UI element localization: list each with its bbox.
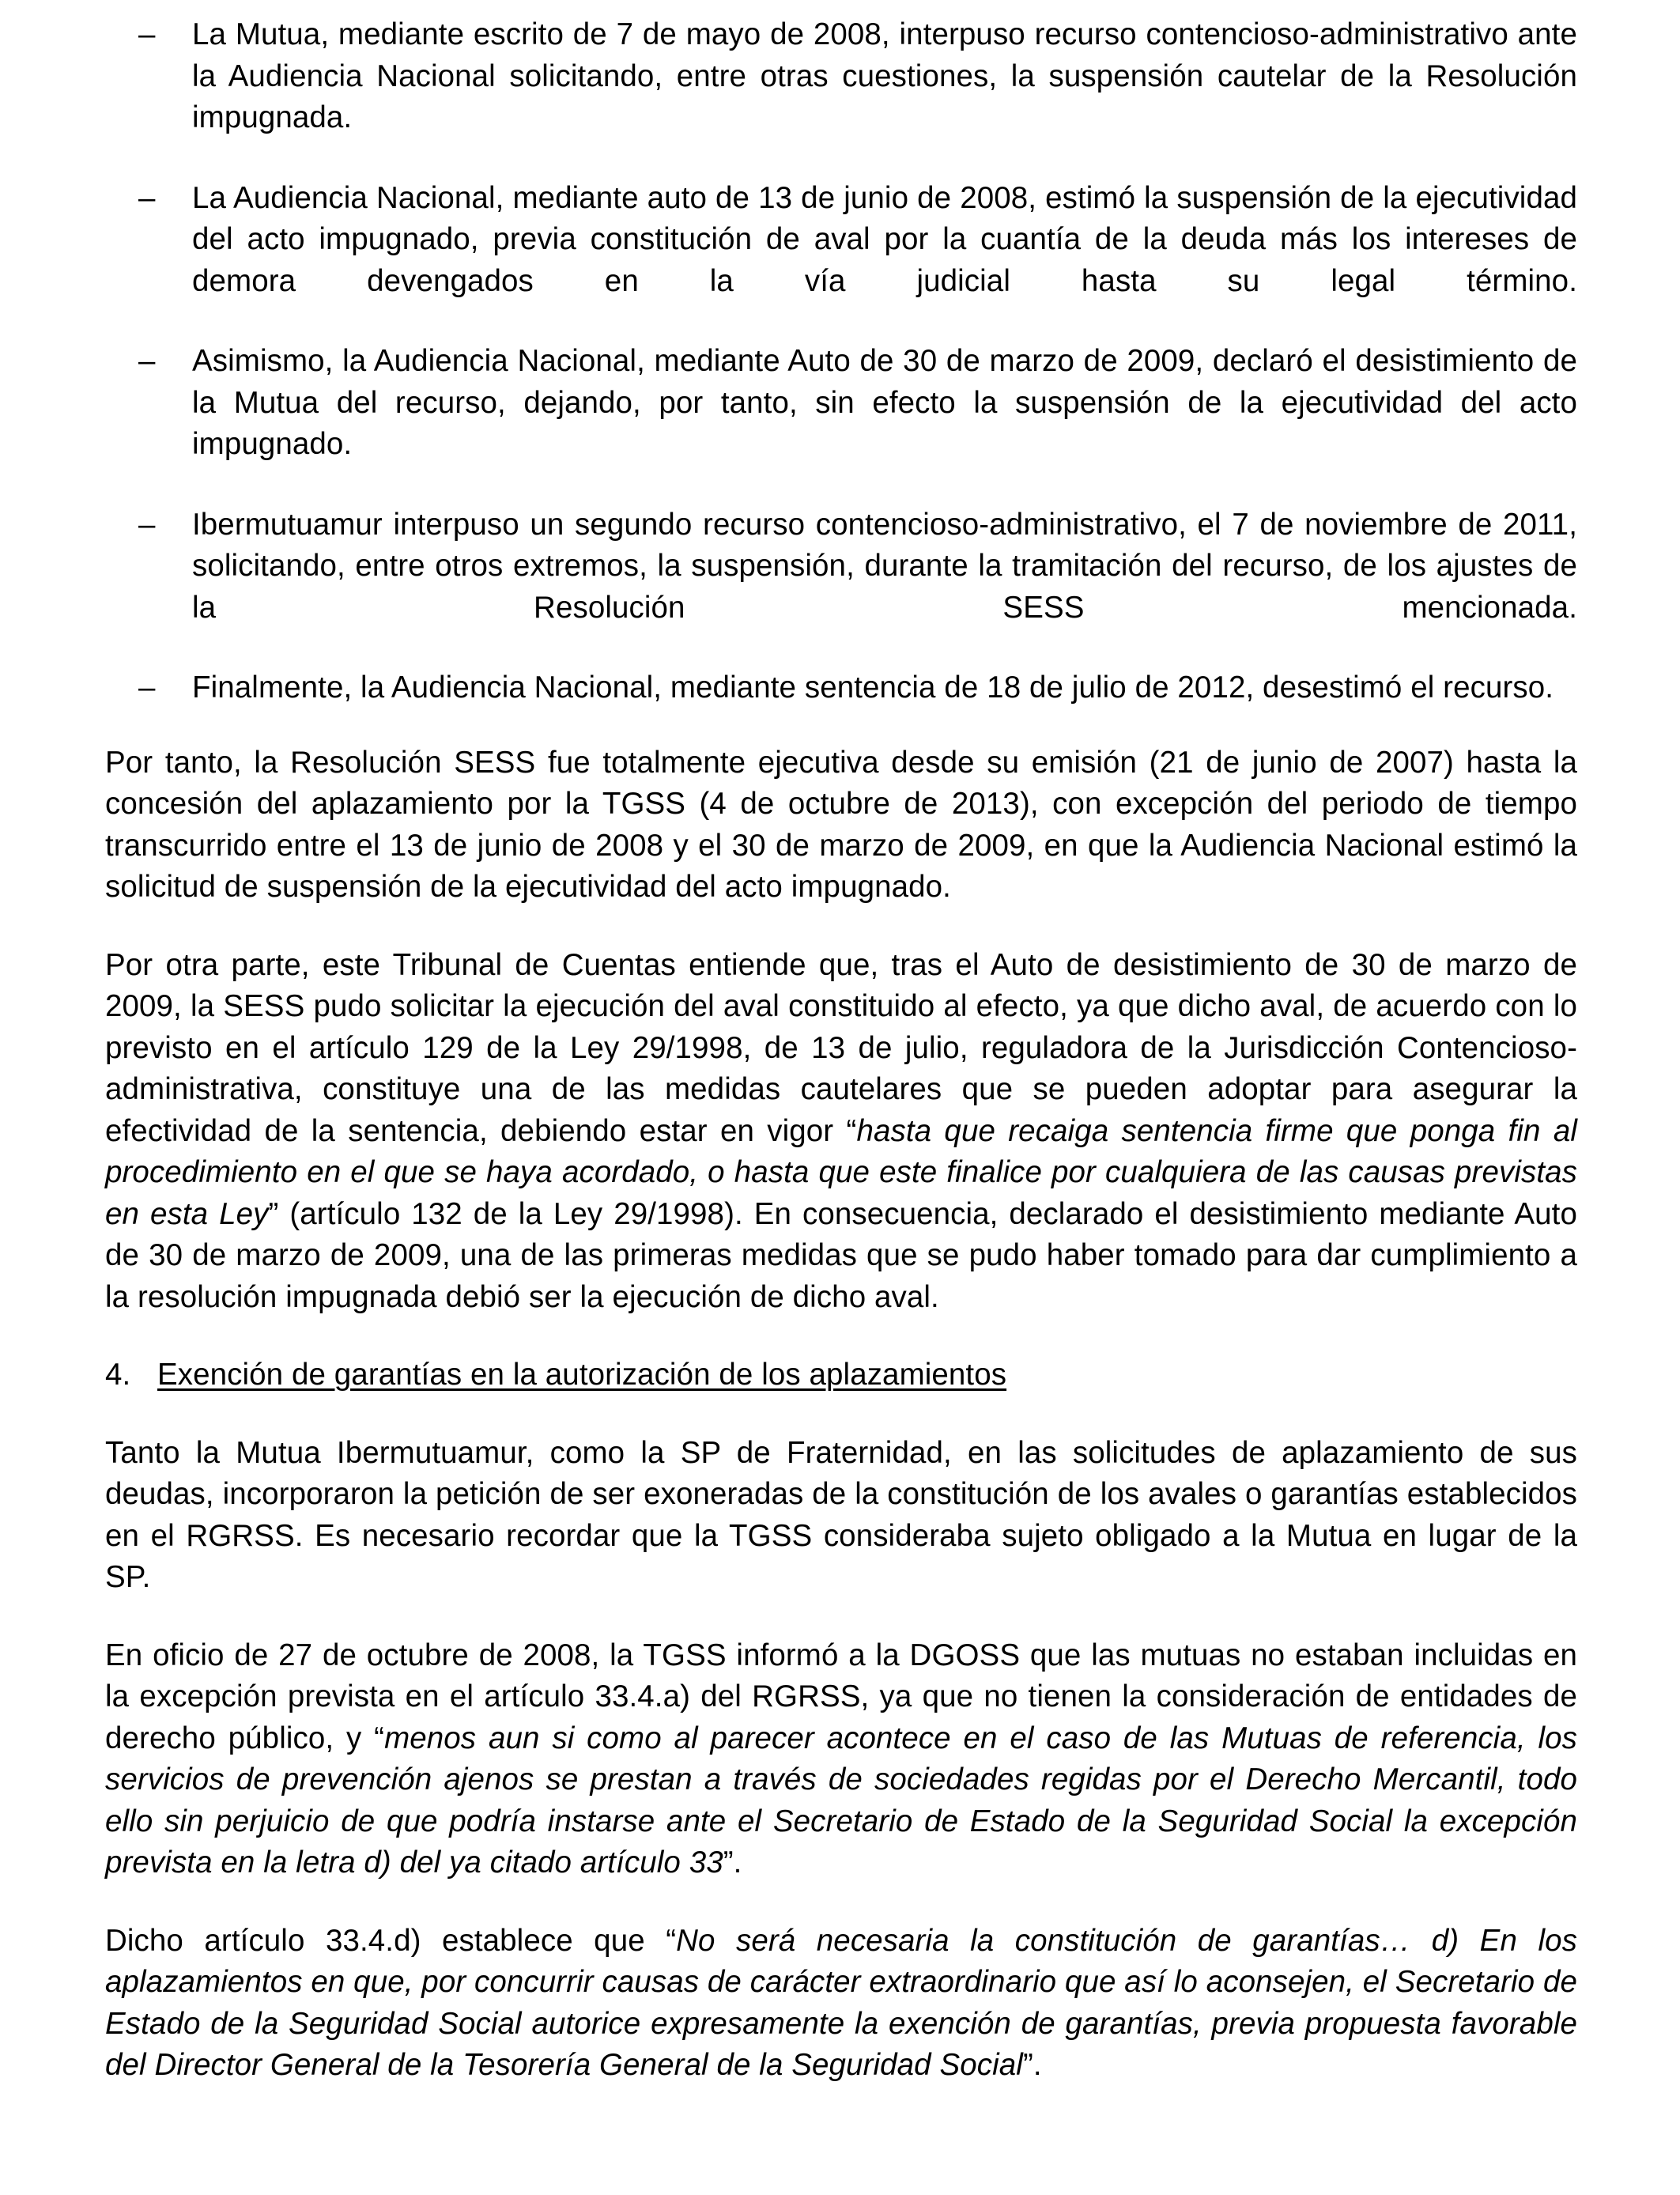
dash-bullet-icon: – [138, 507, 156, 542]
bullet-item-text: Finalmente, la Audiencia Nacional, mediante sentencia de 18 de julio de 2012, desestimó el recurso. [192, 671, 1554, 705]
quoted-article-text: No será necesaria la constitución de garantías… d) En los aplazamientos en que, por concurrir causas de carácter extraordinario que así lo aconsejen, el Secretario de Estado de la Seguridad Social autorice expresamente la exención de garantías, previa propuesta favorable del Director General de la Tesorería General de la Seguridad Social [105, 1923, 1577, 2082]
bullet-item-text: Ibermutuamur interpuso un segundo recurso contencioso-administrativo, el 7 de noviembre de 2011, solicitando, entre otros extremos, la suspensión, durante la tramitación del recurso, de los ajustes de la Resolución SESS mencionada. [192, 507, 1577, 625]
dash-bullet-icon: – [138, 180, 156, 215]
paragraph-text-tail: ”. [1022, 2048, 1042, 2082]
dash-bullet-icon: – [138, 344, 156, 378]
paragraph-text-lead: En oficio de 27 de octubre de 2008, la TGSS informó a la DGOSS que las mutuas no estaban incluidas en la excepción prevista en el artículo 33.4.a) del RGRSS, ya que no tienen la consideración de entidades de derecho público, y “ [105, 1638, 1577, 1755]
document-body [105, 14, 1577, 2087]
paragraph-en-oficio [105, 1635, 1577, 1884]
bullet-item-text: Asimismo, la Audiencia Nacional, mediante Auto de 30 de marzo de 2009, declaró el desistimiento de la Mutua del recurso, dejando, por tanto, sin efecto la suspensión de la ejecutividad del acto impugnado. [192, 344, 1577, 461]
bullet-list [105, 14, 1577, 709]
paragraph-text-lead: Por otra parte, este Tribunal de Cuentas entiende que, tras el Auto de desistimiento de 30 de marzo de 2009, la SESS pudo solicitar la ejecución del aval constituido al efecto, ya que dicho aval, de acuerdo con lo previsto en el artículo 129 de la Ley 29/1998, de 13 de julio, reguladora de la Jurisdicción Contencioso-administrativa, constituye una de las medidas cautelares que se pueden adoptar para asegurar la efectividad de la sentencia, debiendo estar en vigor “ [105, 947, 1577, 1148]
paragraph-por-tanto: Por tanto, la Resolución SESS fue totalmente ejecutiva desde su emisión (21 de junio de 2007) hasta la concesión del aplazamiento por la TGSS (4 de octubre de 2013), con excepción del periodo de tiempo transcurrido entre el 13 de junio de 2008 y el 30 de marzo de 2009, en que la Audiencia Nacional estimó la solicitud de suspensión de la ejecutividad del acto impugnado. [105, 745, 1577, 904]
paragraph-por-otra-parte [105, 945, 1577, 1319]
bullet-item-text: La Mutua, mediante escrito de 7 de mayo de 2008, interpuso recurso contencioso-administrativo ante la Audiencia Nacional solicitando, entre otras cuestiones, la suspensión cautelar de la Resolución impugnada. [192, 17, 1577, 134]
dash-bullet-icon: – [138, 17, 156, 51]
section-number: 4. [105, 1358, 131, 1392]
section-heading-4 [105, 1354, 1577, 1396]
bullet-item-ibermutuamur-segundo-recurso [105, 504, 1577, 629]
bullet-item-audiencia-auto-junio [105, 178, 1577, 303]
spacer [105, 709, 1577, 742]
quoted-law-text: hasta que recaiga sentencia firme que ponga fin al procedimiento en el que se haya acordado, o hasta que este finalice por cualquiera de las causas previstas en esta Ley [105, 1113, 1577, 1231]
paragraph-text-lead: Dicho artículo 33.4.d) establece que “ [105, 1923, 677, 1958]
bullet-item-mutua-recurso [105, 14, 1577, 139]
section-title: Exención de garantías en la autorización de los aplazamientos [157, 1358, 1007, 1392]
dash-bullet-icon: – [138, 671, 156, 705]
bullet-item-text: La Audiencia Nacional, mediante auto de 13 de junio de 2008, estimó la suspensión de la ejecutividad del acto impugnado, previa constitución de aval por la cuantía de la deuda más los intereses de demora devengados en la vía judicial hasta su legal término. [192, 180, 1577, 298]
paragraph-dicho-articulo [105, 1921, 1577, 2087]
quoted-tgss-text: menos aun si como al parecer acontece en el caso de las Mutuas de referencia, los servicios de prevención ajenos se prestan a través de sociedades regidas por el Derecho Mercantil, todo ello sin perjuicio de que podría instarse ante el Secretario de Estado de la Seguridad Social la excepción prevista en la letra d) del ya citado artículo 33 [105, 1721, 1577, 1880]
paragraph-text-tail: ”. [723, 1846, 742, 1880]
paragraph-text-tail: ” (artículo 132 de la Ley 29/1998). En consecuencia, declarado el desistimiento mediante Auto de 30 de marzo de 2009, una de las primeras medidas que se pudo haber tomado para dar cumplimiento a la resolución impugnada debió ser la ejecución de dicho aval. [105, 1196, 1577, 1314]
bullet-item-sentencia-julio-2012 [105, 667, 1577, 709]
bullet-item-auto-marzo-desistimiento [105, 341, 1577, 466]
paragraph-tanto-la-mutua: Tanto la Mutua Ibermutuamur, como la SP de Fraternidad, en las solicitudes de aplazamiento de sus deudas, incorporaron la petición de ser exoneradas de la constitución de los avales o garantías establecidos en el RGRSS. Es necesario recordar que la TGSS consideraba sujeto obligado a la Mutua en lugar de la SP. [105, 1435, 1577, 1594]
